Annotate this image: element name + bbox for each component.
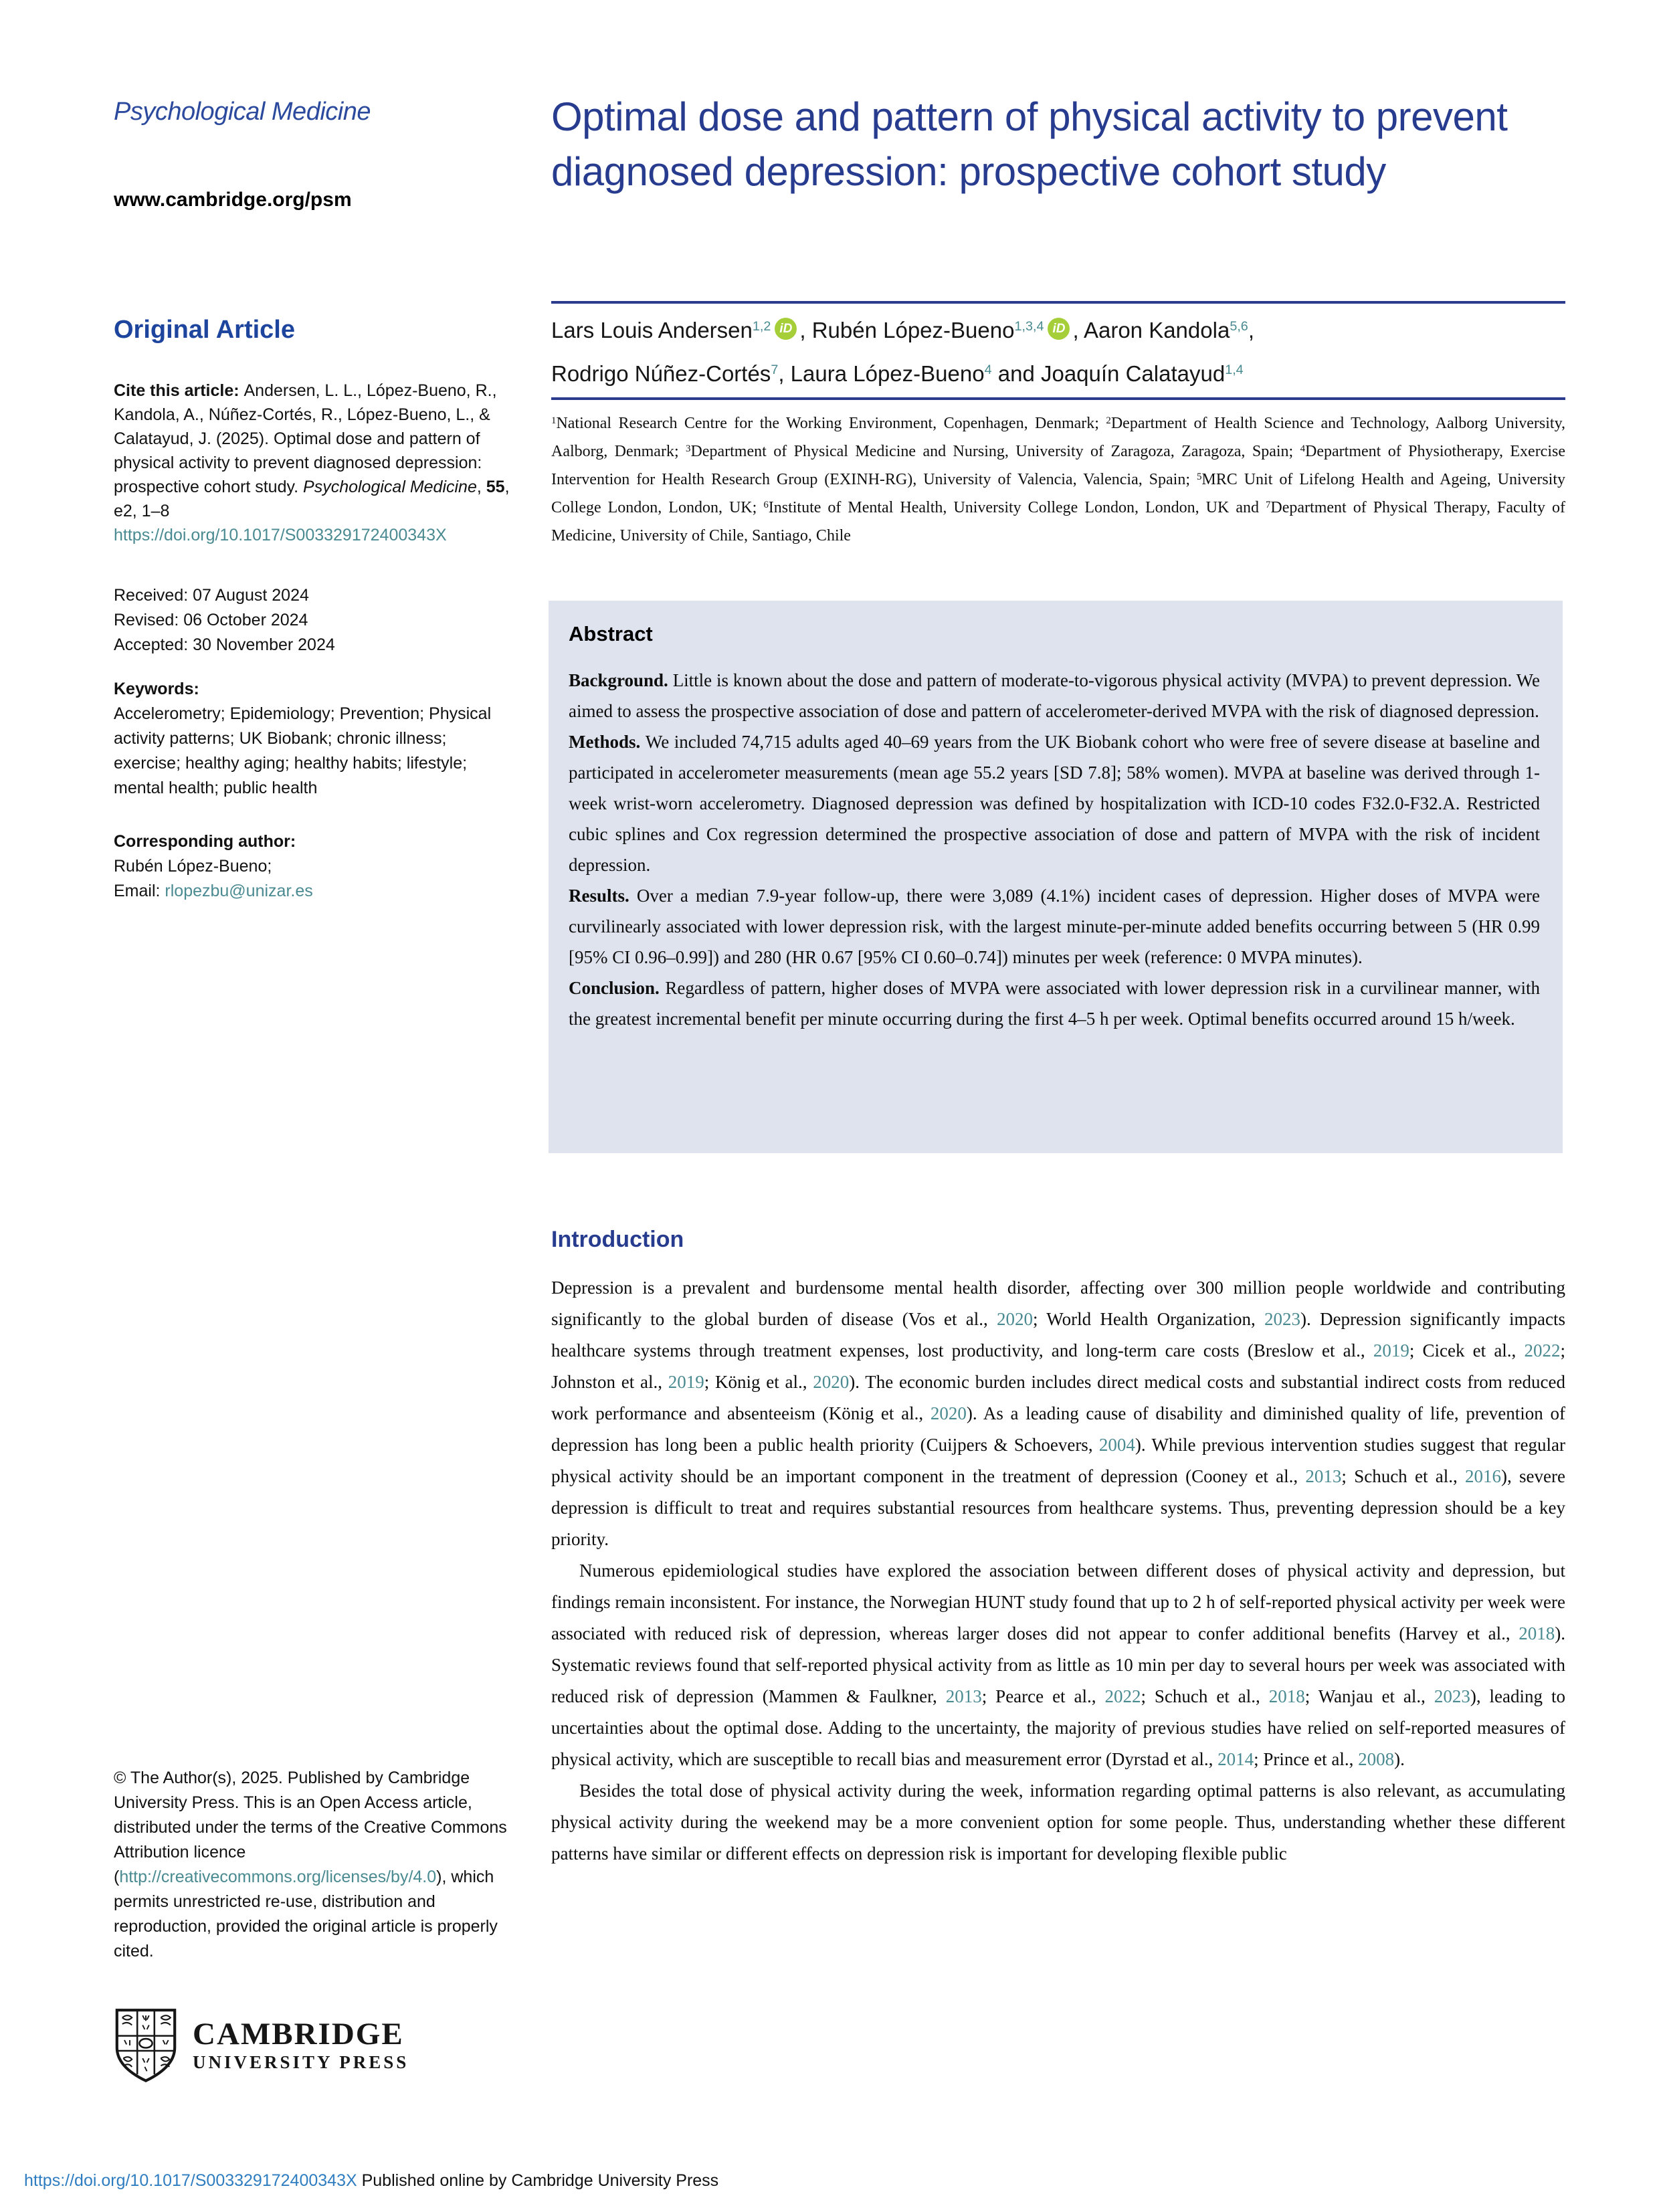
text-segment: Background. xyxy=(569,670,673,690)
text-segment: Results. xyxy=(569,886,637,906)
email-label: Email: xyxy=(114,882,165,900)
text-segment: Department of Physical Medicine and Nursing, University of Zaragoza, Zaragoza, Spain; xyxy=(690,443,1300,460)
abstract-results xyxy=(569,880,1540,973)
text-segment: 4 xyxy=(1300,443,1306,454)
inline-link[interactable]: http://creativecommons.org/licenses/by/4.0 xyxy=(119,1868,437,1886)
inline-link[interactable]: 2008 xyxy=(1358,1749,1395,1769)
text-segment: ; Schuch et al., xyxy=(1341,1466,1465,1486)
keywords-label: Keywords: xyxy=(114,680,199,698)
inline-link[interactable]: 2020 xyxy=(930,1403,967,1423)
text-segment: We included 74,715 adults aged 40–69 years from the UK Biobank cohort who were free of severe disease at baseline and participated in accelerometer measurements (mean age 55.2 years [SD 7.8]; 58% women). MVPA at baseline was derived through 1-week wrist-worn accelerometry. Diagnosed depression was defined by hospitalization with ICD-10 codes F32.0-F32.A. Restricted cubic splines and Cox regression determined the prospective association of dose and pattern of MVPA with the risk of incident depression. xyxy=(569,732,1540,875)
revised-date: Revised: 06 October 2024 xyxy=(114,611,308,629)
text-segment: 5,6 xyxy=(1230,319,1248,334)
article-title: Optimal dose and pattern of physical activity to prevent diagnosed depression: prospective cohort study xyxy=(551,94,1508,194)
text-segment: ; Pearce et al., xyxy=(981,1686,1105,1706)
corresponding-author-label: Corresponding author: xyxy=(114,832,296,851)
introduction-body xyxy=(551,1272,1565,1870)
text-segment: Depression is a prevalent and burdensome mental health disorder, affecting over 300 million people worldwide and contributing significantly to the global burden of disease (Vos et al., xyxy=(551,1278,1565,1329)
inline-link[interactable]: 2014 xyxy=(1217,1749,1254,1769)
accepted-date: Accepted: 30 November 2024 xyxy=(114,635,335,654)
text-segment: 1,2 xyxy=(752,319,771,334)
text-segment: 2 xyxy=(1106,415,1111,426)
text-segment: Institute of Mental Health, University College London, London, UK and xyxy=(768,499,1266,516)
text-segment: Published online by Cambridge University Press xyxy=(357,2171,719,2190)
authors-line-2 xyxy=(551,354,1581,397)
text-segment: ). Depression significantly impacts healthcare systems through treatment expenses, lost productivity, and long-term care costs (Breslow et al., xyxy=(551,1309,1565,1361)
journal-name: Psychological Medicine xyxy=(114,98,371,126)
inline-link[interactable]: 2019 xyxy=(1373,1340,1409,1361)
text-segment: Little is known about the dose and pattern of moderate-to-vigorous physical activity (MVPA) to prevent depression. We aimed to assess the prospective association of dose and pattern of accelerometer-derived MVPA with the risk of diagnosed depression. xyxy=(569,670,1540,721)
page-footer xyxy=(24,2171,718,2191)
email-link[interactable]: rlopezbu@unizar.es xyxy=(165,882,313,900)
intro-paragraph-3 xyxy=(551,1775,1565,1870)
text-segment: ; World Health Organization, xyxy=(1032,1309,1265,1329)
inline-link[interactable]: 2013 xyxy=(1305,1466,1342,1486)
text-segment: Andersen, L. L., López-Bueno, R., Kandola, A., Núñez-Cortés, R., López-Bueno, L., & Calatayud, J. (2025). Optimal dose and pattern of physical activity to prevent diagnosed depression: prospective cohort study. xyxy=(114,381,497,496)
text-segment: and Joaquín Calatayud xyxy=(991,361,1226,386)
text-segment: , xyxy=(1248,318,1254,342)
abstract-heading: Abstract xyxy=(569,622,653,645)
cambridge-shield-icon xyxy=(114,2007,178,2084)
inline-link[interactable]: 2020 xyxy=(996,1309,1033,1329)
authors-line-1 xyxy=(551,310,1581,354)
text-segment: ). As a leading cause of disability and diminished quality of life, prevention of depression has long been a public health priority (Cuijpers & Schoevers, xyxy=(551,1403,1565,1455)
inline-link[interactable]: 2019 xyxy=(668,1372,704,1392)
text-segment: Methods. xyxy=(569,732,646,752)
inline-link[interactable]: 2023 xyxy=(1434,1686,1470,1706)
citation-doi-link[interactable]: https://doi.org/10.1017/S003329172400343X xyxy=(114,526,447,544)
inline-link[interactable]: https://doi.org/10.1017/S003329172400343X xyxy=(24,2171,357,2190)
article-type-heading: Original Article xyxy=(114,316,295,344)
text-segment: , xyxy=(476,478,486,496)
corresponding-author-name: Rubén López-Bueno; xyxy=(114,857,272,876)
inline-link[interactable]: 2023 xyxy=(1264,1309,1301,1329)
text-segment: ; Schuch et al., xyxy=(1141,1686,1269,1706)
text-segment: Conclusion. xyxy=(569,978,666,998)
text-segment: 7 xyxy=(771,363,779,378)
text-segment: Besides the total dose of physical activity during the week, information regarding optimal patterns is also relevant, as accumulating physical activity during the weekend may be a more convenient option for some people. Thus, understanding whether these different patterns have similar or different effects on depression risk is important for developing flexible public xyxy=(551,1781,1565,1864)
inline-link[interactable]: 2004 xyxy=(1098,1435,1135,1455)
text-segment: ; Cicek et al., xyxy=(1409,1340,1525,1361)
abstract-methods xyxy=(569,726,1540,880)
abstract-background xyxy=(569,665,1540,726)
text-segment: Numerous epidemiological studies have explored the association between different doses of physical activity and depression, but findings remain inconsistent. For instance, the Norwegian HUNT study found that up to 2 h of self-reported physical activity per week were associated with reduced risk of depression, whereas larger doses did not appear to confer additional benefits (Harvey et al., xyxy=(551,1561,1565,1643)
text-segment: , Aaron Kandola xyxy=(1072,318,1230,342)
text-segment: , Laura López-Bueno xyxy=(778,361,985,386)
affiliations xyxy=(551,411,1565,549)
keywords-block xyxy=(114,677,518,801)
text-segment: Psychological Medicine xyxy=(303,478,477,496)
text-segment: National Research Centre for the Working Environment, Copenhagen, Denmark; xyxy=(556,415,1106,432)
intro-paragraph-2 xyxy=(551,1555,1565,1775)
corresponding-author-block xyxy=(114,829,518,904)
text-segment: , e2, 1–8 xyxy=(114,478,510,520)
text-segment: ), which permits unrestricted re-use, distribution and reproduction, provided the original article is properly cited. xyxy=(114,1868,498,1960)
inline-link[interactable]: 2013 xyxy=(945,1686,982,1706)
text-segment: Department of Physiotherapy, Exercise Intervention for Health Research Group (EXINH-RG), University of Valencia, Valencia, Spain; xyxy=(551,443,1565,488)
text-segment: Cite this article: xyxy=(114,381,244,400)
text-segment: Department of Physical Therapy, Faculty of Medicine, University of Chile, Santiago, Chile xyxy=(551,499,1565,544)
text-segment: ). The economic burden includes direct medical costs and substantial indirect costs from reduced work performance and absenteeism (König et al., xyxy=(551,1372,1565,1423)
text-segment: 7 xyxy=(1265,499,1271,510)
text-segment: 3 xyxy=(686,443,691,454)
citation-block xyxy=(114,379,518,547)
introduction-heading: Introduction xyxy=(551,1227,684,1252)
text-segment: ). Systematic reviews found that self-reported physical activity from as little as 10 min per day to several hours per week was associated with reduced risk of depression (Mammen & Faulkner, xyxy=(551,1623,1565,1706)
orcid-icon[interactable]: iD xyxy=(775,318,797,340)
citation-text xyxy=(114,381,510,520)
text-segment: 1,4 xyxy=(1225,363,1244,378)
journal-url: www.cambridge.org/psm xyxy=(114,189,352,211)
publisher-name-line2: UNIVERSITY PRESS xyxy=(193,2052,409,2072)
text-segment: MRC Unit of Lifelong Health and Ageing, University College London, London, UK; xyxy=(551,471,1565,516)
abstract-conclusion xyxy=(569,973,1540,1034)
copyright-notice xyxy=(114,1766,520,1964)
text-segment: 55 xyxy=(486,478,505,496)
divider-above-authors xyxy=(551,301,1565,304)
text-segment: Department of Health Science and Technology, Aalborg University, Aalborg, Denmark; xyxy=(551,415,1566,460)
inline-link[interactable]: 2016 xyxy=(1465,1466,1501,1486)
inline-link[interactable]: 2020 xyxy=(813,1372,850,1392)
publisher-name-line1: CAMBRIDGE xyxy=(193,2017,404,2051)
divider-below-authors xyxy=(551,397,1565,400)
abstract-section xyxy=(549,601,1563,1153)
text-segment: ), severe depression is difficult to treat and requires substantial resources from healthcare systems. Thus, preventing depression should be a key priority. xyxy=(551,1466,1565,1549)
text-segment: Rodrigo Núñez-Cortés xyxy=(551,361,771,386)
text-segment: , Rubén López-Bueno xyxy=(799,318,1015,342)
inline-link[interactable]: 2022 xyxy=(1524,1340,1561,1361)
publisher-logo xyxy=(114,2007,409,2084)
text-segment: © The Author(s), 2025. Published by Cambridge University Press. This is an Open Access article, distributed under the terms of the Creative Commons Attribution licence ( xyxy=(114,1769,507,1886)
text-segment: Over a median 7.9-year follow-up, there were 3,089 (4.1%) incident cases of depression. Higher doses of MVPA were curvilinearly associated with lower depression risk, with the largest minute-per-minute added benefits occurring between 5 (HR 0.99 [95% CI 0.96–0.99]) and 280 (HR 0.67 [95% CI 0.60–0.74]) minutes per week (reference: 0 MVPA minutes). xyxy=(569,886,1540,967)
text-segment: ; Wanjau et al., xyxy=(1304,1686,1434,1706)
intro-paragraph-1 xyxy=(551,1272,1565,1555)
text-segment: ), leading to uncertainties about the optimal dose. Adding to the uncertainty, the majority of previous studies have relied on self-reported measures of physical activity, which are susceptible to recall bias and measurement error (Dyrstad et al., xyxy=(551,1686,1565,1769)
text-segment: Regardless of pattern, higher doses of MVPA were associated with lower depression risk in a curvilinear manner, with the greatest incremental benefit per minute occurring during the first 4–5 h per week. Optimal benefits occurred around 15 h/week. xyxy=(569,978,1541,1029)
text-segment: 4 xyxy=(984,363,992,378)
inline-link[interactable]: 2018 xyxy=(1519,1623,1555,1643)
text-segment: ; Johnston et al., xyxy=(551,1340,1566,1392)
authors-list xyxy=(551,310,1581,397)
text-segment: 1,3,4 xyxy=(1014,319,1044,334)
text-segment: ). xyxy=(1394,1749,1405,1769)
inline-link[interactable]: 2018 xyxy=(1268,1686,1305,1706)
text-segment: ; Prince et al., xyxy=(1254,1749,1359,1769)
orcid-icon[interactable]: iD xyxy=(1048,318,1070,340)
text-segment: Lars Louis Andersen xyxy=(551,318,753,342)
text-segment: 1 xyxy=(551,415,557,426)
received-date: Received: 07 August 2024 xyxy=(114,586,309,605)
history-dates xyxy=(114,583,335,658)
text-segment: 6 xyxy=(763,499,769,510)
text-segment: ). While previous intervention studies suggest that regular physical activity should be an important component in the treatment of depression (Cooney et al., xyxy=(551,1435,1565,1486)
keywords-text: Accelerometry; Epidemiology; Prevention; Physical activity patterns; UK Biobank; chronic illness; exercise; healthy aging; healthy habits; lifestyle; mental health; public health xyxy=(114,704,492,797)
inline-link[interactable]: 2022 xyxy=(1104,1686,1141,1706)
text-segment: 5 xyxy=(1196,471,1202,482)
text-segment: ; König et al., xyxy=(704,1372,813,1392)
publisher-wordmark xyxy=(193,2017,409,2074)
